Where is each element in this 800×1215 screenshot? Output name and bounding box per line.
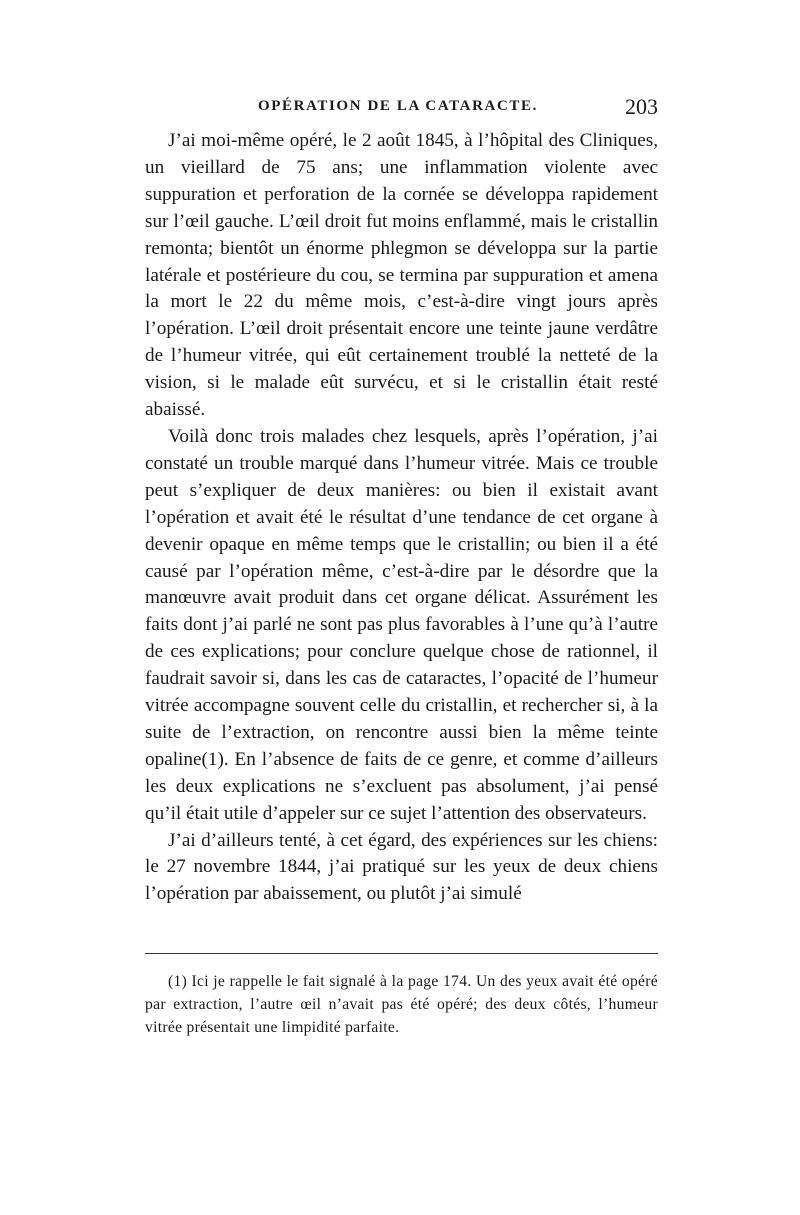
footnote-divider xyxy=(145,953,658,954)
body-text xyxy=(145,128,658,908)
paragraph-2: Voilà donc trois malades chez lesquels, après l’opération, j’ai constaté un trouble marqué dans l’humeur vitrée. Mais ce trouble peut s’expliquer de deux manières: ou bien il existait avant l’opération et avait été le résultat d’une tendance de cet organe à devenir opaque en même temps que le cristallin; ou bien il a été causé par l’opération même, c’est-à-dire par le désordre que la manœuvre avait produit dans cet organe délicat. Assurément les faits dont j’ai parlé ne sont pas plus favorables à l’une qu’à l’autre de ces explications; pour conclure quelque chose de rationnel, il faudrait savoir si, dans les cas de cataractes, l’opacité de l’humeur vitrée accompagne souvent celle du cristallin, et rechercher si, à la suite de l’extraction, on rencontre aussi bien la même teinte opaline(1). En l’absence de faits de ce genre, et comme d’ailleurs les deux explications ne s’excluent pas absolument, j’ai pensé qu’il était utile d’appeler sur ce sujet l’attention des observateurs. xyxy=(145,425,658,824)
footnote: (1) Ici je rappelle le fait signalé à la page 174. Un des yeux avait été opéré par extraction, l’autre œil n’avait pas été opéré; des deux côtés, l’humeur vitrée présentait une limpidité parfaite. xyxy=(145,973,658,1036)
running-head xyxy=(148,94,658,124)
paragraph-3: J’ai d’ailleurs tenté, à cet égard, des expériences sur les chiens: le 27 novembre 1844, j’ai pratiqué sur les yeux de deux chiens l’opération par abaissement, ou plutôt j’ai simulé xyxy=(145,829,658,905)
running-title: OPÉRATION DE LA CATARACTE. xyxy=(258,98,538,114)
paragraph-1: J’ai moi-même opéré, le 2 août 1845, à l’hôpital des Cliniques, un vieillard de 75 ans; une inflammation violente avec suppuration et perforation de la cornée se développa rapidement sur l’œil gauche. L’œil droit fut moins enflammé, mais le cristallin remonta; bientôt un énorme phlegmon se développa sur la partie latérale et postérieure du cou, se termina par suppuration et amena la mort le 22 du même mois, c’est-à-dire vingt jours après l’opération. L’œil droit présentait encore une teinte jaune verdâtre de l’humeur vitrée, qui eût certainement troublé la netteté de la vision, si le malade eût survécu, et si le cristallin était resté abaissé. xyxy=(145,130,658,421)
page-number: 203 xyxy=(625,94,658,119)
